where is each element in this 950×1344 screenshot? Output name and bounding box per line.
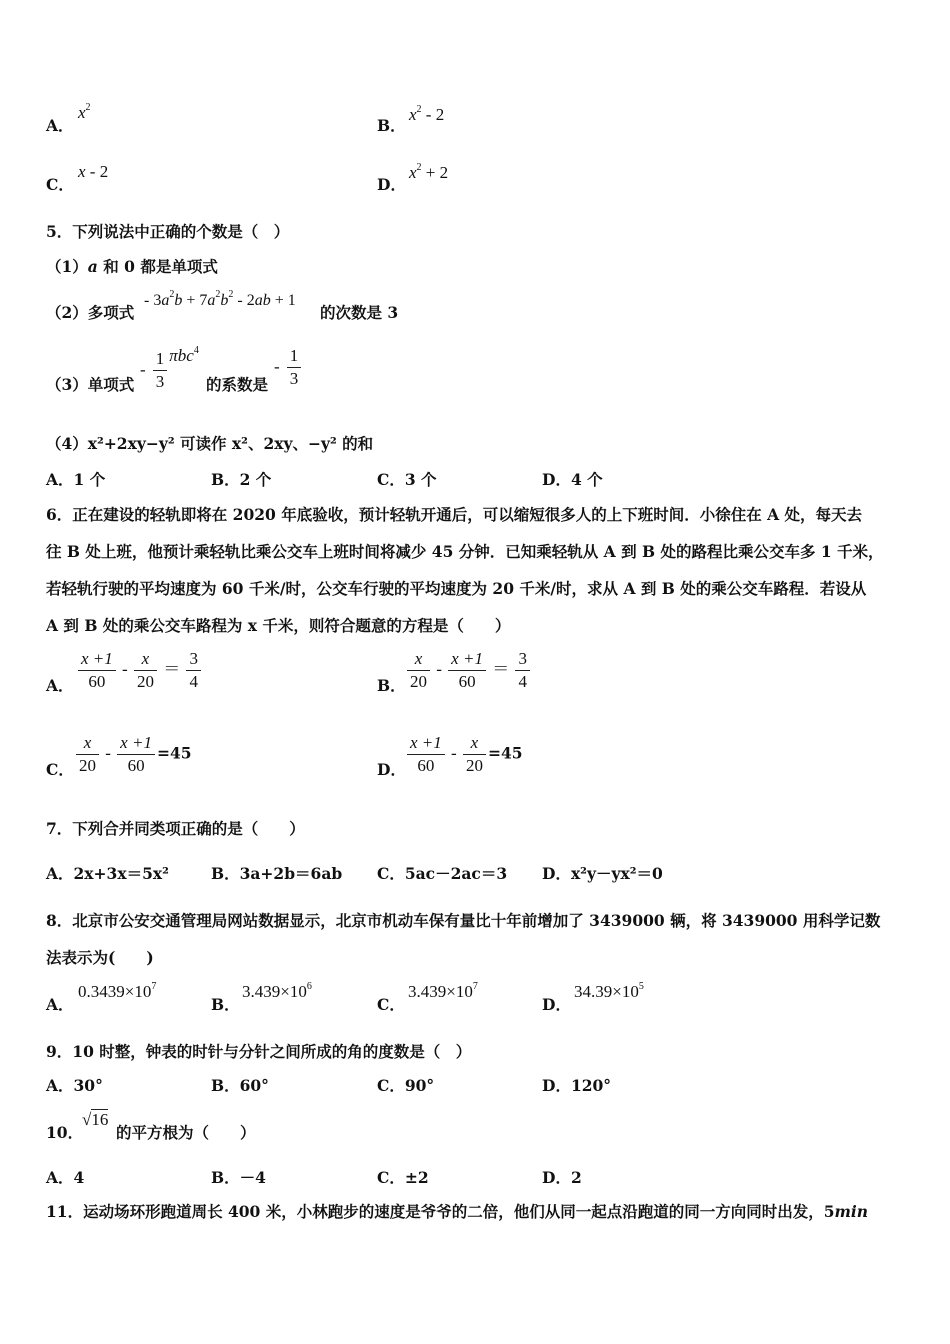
q8-option-b[interactable]: B．: [211, 995, 240, 1014]
q4-option-a[interactable]: [46, 114, 74, 136]
q6-option-a-equation: $\frac{x +1}{60}$ - $\frac{x}{20}$ ＝ $\frac{3}{4}$: [76, 648, 203, 693]
mantissa: 34.39×10: [574, 982, 639, 1001]
q4-option-d[interactable]: [377, 173, 406, 195]
q5-option-b[interactable]: B．2 个: [211, 470, 272, 489]
statement-prefix: （1）: [46, 257, 88, 276]
fraction-numerator: 3: [186, 648, 201, 671]
q8-stem-line-1: 8．北京市公安交通管理局网站数据显示，北京市机动车保有量比十年前增加了 3439000 辆，将 3439000 用科学记数: [46, 911, 881, 930]
fraction-denominator: 3: [155, 372, 165, 391]
q6-option-d-equation: $\frac{x +1}{60}$ - $\frac{x}{20}$ =45: [405, 732, 523, 777]
q6-stem-line-1: 6．正在建设的轻轨即将在 2020 年底验收，预计轻轨开通后，可以缩短很多人的上下班时间．小徐住在 A 处，每天去: [46, 505, 863, 524]
fraction-denominator: 20: [136, 672, 154, 691]
fraction-numerator: x: [134, 648, 157, 671]
q10-stem: 的平方根为（ ）: [116, 1123, 256, 1142]
q8-option-b-value: [242, 981, 312, 1002]
q7-option-d[interactable]: D．x²y－yx²＝0: [542, 864, 663, 883]
exponent: 7: [151, 981, 157, 992]
q4-option-b-expr: $x^2 - 2$: [409, 104, 445, 124]
fraction-numerator: x +1: [117, 732, 155, 755]
q8-option-d[interactable]: D．: [542, 995, 571, 1014]
q5-s3-monomial: - $\frac{1}{3}$ πbc$^4$: [140, 345, 199, 391]
q9-option-a[interactable]: A．30°: [46, 1076, 103, 1095]
q4-option-a-expr: $x^2$: [78, 102, 91, 122]
fraction-denominator: 20: [79, 756, 96, 775]
radicand: 16: [91, 1110, 109, 1129]
fraction-denominator: 60: [417, 756, 435, 775]
q9-option-d[interactable]: D．120°: [542, 1076, 612, 1095]
q5-statement-1: [46, 255, 218, 277]
q10-option-c[interactable]: C．±2: [377, 1168, 429, 1187]
fraction-denominator: 60: [127, 756, 145, 775]
q5-statement-2: [46, 301, 134, 323]
mantissa: 3.439×10: [242, 982, 307, 1001]
q10-option-b[interactable]: B．－4: [211, 1168, 266, 1187]
exponent: 6: [306, 981, 312, 992]
q5-stem: 5．下列说法中正确的个数是（ ）: [46, 222, 290, 241]
q5-s2-suffix: 的次数是 3: [320, 303, 399, 322]
q5-statement-3: [46, 373, 134, 395]
fraction-numerator: 1: [287, 345, 302, 368]
q7-option-a[interactable]: A．2x+3x＝5x²: [46, 864, 169, 883]
fraction-denominator: 4: [518, 672, 527, 691]
exponent: 5: [638, 981, 644, 992]
equation-rhs: =45: [156, 743, 192, 763]
q5-option-a[interactable]: A．1 个: [46, 470, 106, 489]
q8-option-a[interactable]: A．: [46, 995, 74, 1014]
q5-option-c[interactable]: C．3 个: [377, 470, 437, 489]
q8-option-c-value: [408, 981, 478, 1002]
q11-stem: [46, 1200, 868, 1222]
q10-number: 10．: [46, 1123, 84, 1142]
q8-stem-line-2: 法表示为( ): [46, 948, 154, 967]
fraction-numerator: 1: [153, 348, 168, 371]
q6-option-d[interactable]: D．: [377, 760, 406, 779]
option-label: A．: [46, 116, 74, 135]
q6-stem-line-2: 往 B 处上班，他预计乘轻轨比乘公交车上班时间将减少 45 分钟．已知乘轻轨从 A 到 B 处的路程比乘公交车多 1 千米，: [46, 542, 884, 561]
equation-rhs: =45: [487, 743, 523, 763]
mantissa: 0.3439×10: [78, 982, 152, 1001]
statement-text: 和 0 都是单项式: [103, 257, 218, 276]
fraction-denominator: 60: [458, 672, 476, 691]
q5-statement-4: （4）x²+2xy−y² 可读作 x²、2xy、−y² 的和: [46, 434, 374, 453]
q8-option-a-value: [78, 981, 156, 1002]
q11-text: 11．运动场环形跑道周长 400 米，小林跑步的速度是爷爷的二倍，他们从同一起点沿跑道的同一方向同时出发，5: [46, 1202, 835, 1221]
q10-option-d[interactable]: D．2: [542, 1168, 582, 1187]
q8-option-c[interactable]: C．: [377, 995, 405, 1014]
q6-stem-line-4: A 到 B 处的乘公交车路程为 x 千米，则符合题意的方程是（ ）: [46, 616, 511, 635]
fraction-denominator: 3: [289, 369, 299, 388]
q4-option-c[interactable]: [46, 173, 74, 195]
q5-s2-expression: - $3a^2b + 7a^2b^2 - 2ab + 1$: [144, 289, 296, 309]
fraction-numerator: x: [463, 732, 486, 755]
fraction-numerator: x +1: [448, 648, 486, 671]
fraction-denominator: 20: [465, 756, 483, 775]
q4-option-d-expr: $x^2 + 2$: [409, 162, 449, 182]
option-label: D．: [377, 175, 406, 194]
q7-option-b[interactable]: B．3a+2b＝6ab: [211, 864, 343, 883]
q6-option-c[interactable]: C．: [46, 760, 74, 779]
q10-option-a[interactable]: A．4: [46, 1168, 85, 1187]
q5-option-d[interactable]: D．4 个: [542, 470, 603, 489]
q9-option-b[interactable]: B．60°: [211, 1076, 269, 1095]
fraction-numerator: 3: [515, 648, 530, 671]
statement-prefix: （2）多项式: [46, 303, 135, 322]
q6-option-b-equation: $\frac{x}{20}$ - $\frac{x +1}{60}$ ＝ $\frac{3}{4}$: [405, 648, 532, 693]
fraction-denominator: 4: [189, 672, 198, 691]
option-label: B．: [377, 116, 406, 135]
mantissa: 3.439×10: [408, 982, 473, 1001]
q5-s3-answer: - $\frac{1}{3}$: [274, 345, 303, 390]
q8-option-d-value: [574, 981, 644, 1002]
q7-stem: 7．下列合并同类项正确的是（ ）: [46, 819, 305, 838]
q7-option-c[interactable]: C．5ac－2ac＝3: [377, 864, 508, 883]
q4-option-b[interactable]: [377, 114, 406, 136]
statement-prefix: （3）单项式: [46, 375, 135, 394]
fraction-numerator: x: [76, 732, 99, 755]
fraction-denominator: 60: [88, 672, 106, 691]
option-label: C．: [46, 175, 74, 194]
q10-radical: √16: [82, 1110, 109, 1129]
q4-option-c-expr: x - 2: [78, 162, 109, 181]
q6-option-b[interactable]: B．: [377, 676, 406, 695]
fraction-numerator: x +1: [78, 648, 116, 671]
q6-option-c-equation: $\frac{x}{20}$ - $\frac{x +1}{60}$ =45: [74, 732, 192, 777]
fraction-denominator: 20: [410, 672, 427, 691]
fraction-numerator: x +1: [407, 732, 445, 755]
q6-option-a[interactable]: A．: [46, 676, 74, 695]
q9-stem: 9．10 时整，钟表的时针与分针之间所成的角的度数是（ ）: [46, 1042, 472, 1061]
exponent: 7: [472, 981, 478, 992]
q11-unit: min: [834, 1202, 869, 1221]
fraction-numerator: x: [407, 648, 430, 671]
q6-stem-line-3: 若轻轨行驶的平均速度为 60 千米/时，公交车行驶的平均速度为 20 千米/时，求从 A 到 B 处的乘公交车路程．若设从: [46, 579, 867, 598]
q9-option-c[interactable]: C．90°: [377, 1076, 435, 1095]
variable: a: [87, 257, 98, 276]
q5-s3-mid: 的系数是: [206, 375, 269, 394]
